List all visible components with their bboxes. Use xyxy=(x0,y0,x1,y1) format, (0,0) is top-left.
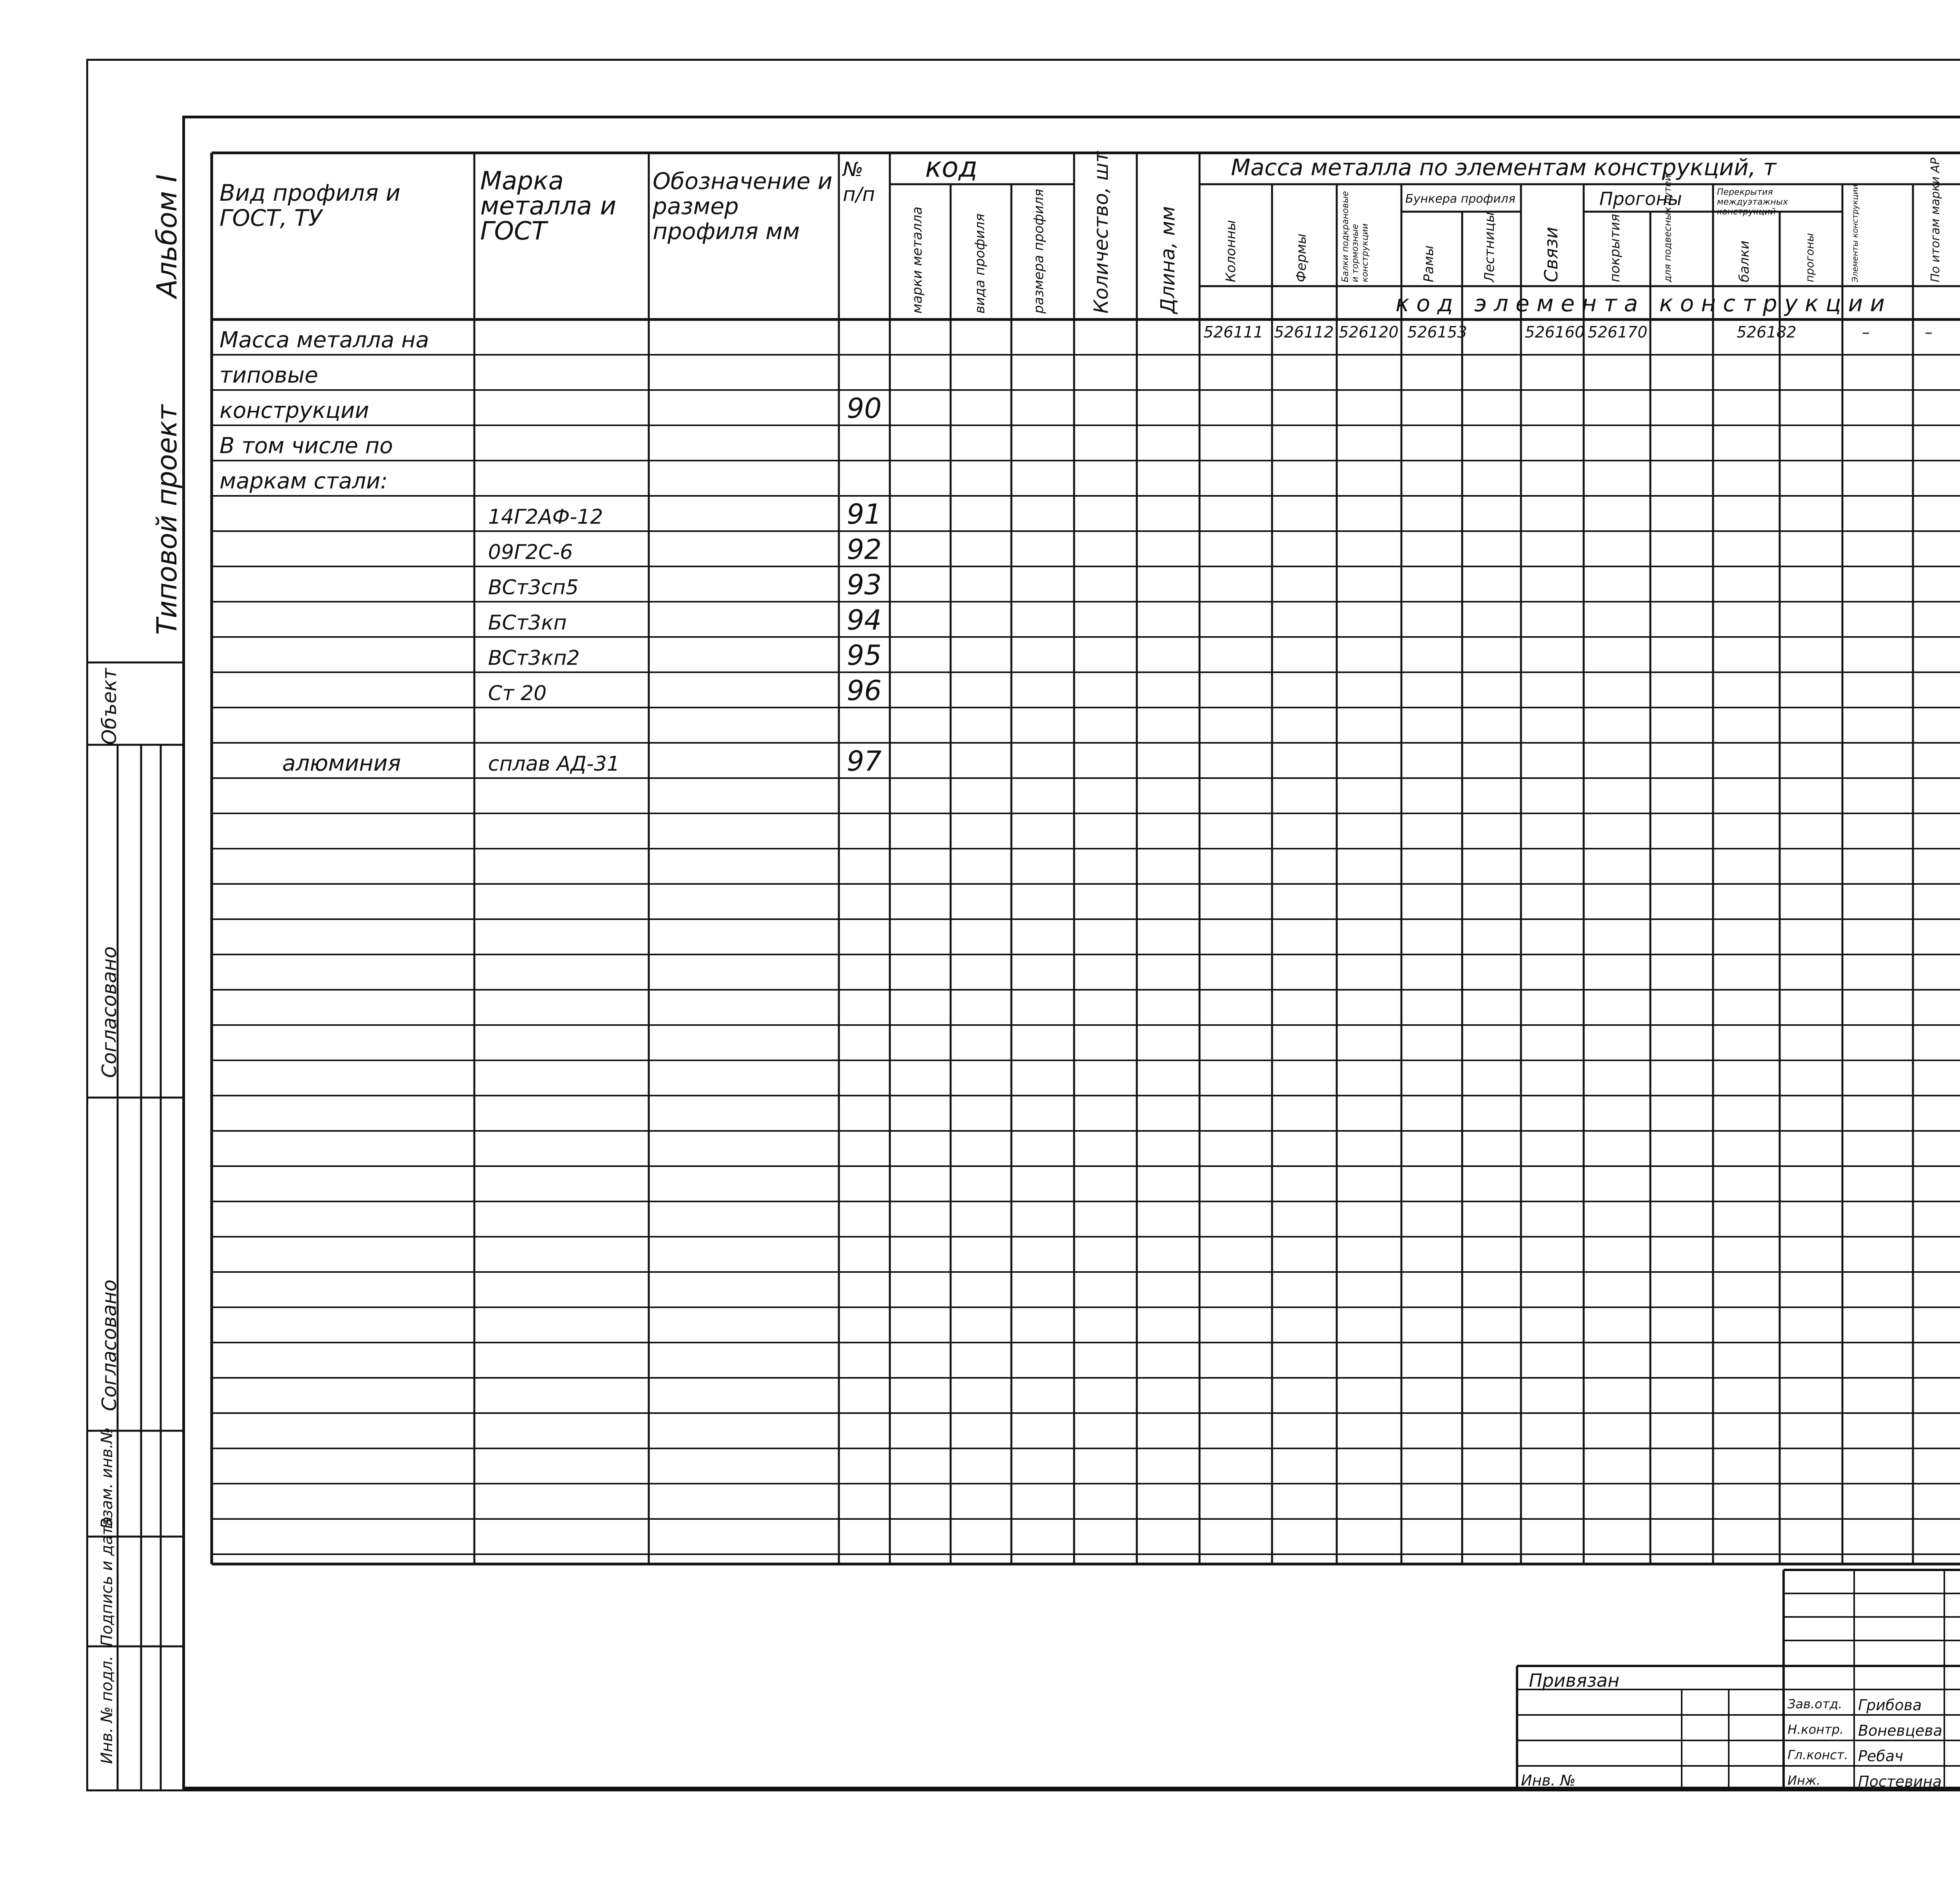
row-no: 91 xyxy=(847,498,882,530)
el-pipes: прогоны xyxy=(1803,233,1816,282)
agreed-label-2: Согласовано xyxy=(98,1279,121,1411)
hdr-length: Длина, мм xyxy=(1156,206,1179,314)
row-profile: маркам стали: xyxy=(220,468,388,494)
row-profile: конструкции xyxy=(220,398,369,423)
inv-no-label: Инв. № xyxy=(1521,1772,1576,1789)
row-no: 92 xyxy=(847,533,882,566)
hdr-code-sub3: размера профиля xyxy=(1031,189,1047,314)
row-metal: сплав АД-31 xyxy=(488,752,620,776)
sign-date-label: Подпись и дата xyxy=(98,1516,116,1646)
element-code: – xyxy=(1862,323,1870,341)
row-profile: Масса металла на xyxy=(220,327,429,353)
typical-project-label: Типовой проект xyxy=(151,405,183,635)
album-label: Альбом I xyxy=(151,174,183,298)
row-profile: алюминия xyxy=(282,751,401,776)
el-columns: Колонны xyxy=(1223,220,1239,282)
row-no: 93 xyxy=(847,569,882,601)
el-crane: Балки подкрановые и тормозные конструкции xyxy=(1341,191,1370,282)
element-code: 526182 xyxy=(1737,323,1797,341)
inv-replace-label: Взам. инв.№ xyxy=(98,1427,116,1529)
el-bracing: Связи xyxy=(1541,227,1562,282)
hdr-metal: Марка металла и ГОСТ xyxy=(480,167,617,246)
row-no: 97 xyxy=(847,745,882,777)
staff-name: Ребач xyxy=(1858,1747,1904,1765)
row-profile: типовые xyxy=(220,363,318,388)
staff-name: Грибова xyxy=(1858,1697,1922,1714)
element-code: – xyxy=(1925,323,1933,341)
staff-role: Инж. xyxy=(1788,1773,1820,1788)
hdr-designation: Обозначение и размер профиля мм xyxy=(653,168,833,245)
row-profile: В том числе по xyxy=(220,433,393,459)
hdr-code: код xyxy=(925,151,978,183)
staff-name: Постевина xyxy=(1858,1773,1942,1790)
agreed-label-1: Согласовано xyxy=(98,946,121,1078)
row-no: 94 xyxy=(847,604,882,636)
el-purlin-a: покрытия xyxy=(1607,214,1623,282)
hdr-qty: Количество, шт xyxy=(1090,151,1112,314)
el-stairs: Лестницы xyxy=(1482,212,1497,282)
hdr-code-sub2: вида профиля xyxy=(972,213,988,314)
el-purlins-group: Прогоны xyxy=(1599,188,1682,209)
object-label: Объект xyxy=(98,668,121,745)
element-code: 526160 xyxy=(1525,323,1585,341)
el-frames: Рамы xyxy=(1421,245,1437,282)
el-misc: Элементы конструкции xyxy=(1850,184,1860,282)
hdr-code-sub1: марки металла xyxy=(909,206,925,314)
element-code: 526112 xyxy=(1274,323,1334,341)
el-bins-group: Бункера профиля xyxy=(1405,192,1515,206)
element-code: 526120 xyxy=(1339,323,1399,341)
hdr-no: № п/п xyxy=(843,158,875,206)
row-metal: БСт3кп xyxy=(488,611,567,635)
staff-name: Воневцева xyxy=(1858,1722,1942,1739)
hdr-mass-title: Масса металла по элементам конструкций, т xyxy=(1231,154,1777,181)
staff-role: Н.контр. xyxy=(1788,1722,1844,1737)
element-code: 526153 xyxy=(1407,323,1467,341)
staff-role: Зав.отд. xyxy=(1788,1697,1842,1711)
row-metal: 14Г2АФ-12 xyxy=(488,505,603,529)
el-purlin-b: для подвесных путей xyxy=(1662,175,1673,282)
el-beams: балки xyxy=(1737,240,1752,282)
el-trusses: Фермы xyxy=(1294,233,1309,282)
linked-label: Привязан xyxy=(1529,1670,1620,1691)
row-no: 90 xyxy=(847,392,882,425)
code-row-label: код элемента конструкции xyxy=(1396,290,1892,317)
row-metal: ВСт3кп2 xyxy=(488,646,580,670)
element-code: 526111 xyxy=(1203,323,1263,341)
row-metal: 09Г2С-6 xyxy=(488,541,573,564)
hdr-profile: Вид профиля и ГОСТ, ТУ xyxy=(220,180,401,231)
el-by-grade: По итогам марки АР xyxy=(1929,158,1942,282)
staff-role: Гл.конст. xyxy=(1788,1747,1848,1762)
row-no: 95 xyxy=(847,639,882,671)
el-floor-group: Перекрытия междуэтажных конструкций xyxy=(1717,187,1788,217)
row-metal: ВСт3сп5 xyxy=(488,576,579,599)
row-no: 96 xyxy=(847,675,882,707)
element-code: 526170 xyxy=(1588,323,1648,341)
inv-orig-label: Инв. № подл. xyxy=(98,1656,116,1764)
row-metal: Ст 20 xyxy=(488,682,547,705)
